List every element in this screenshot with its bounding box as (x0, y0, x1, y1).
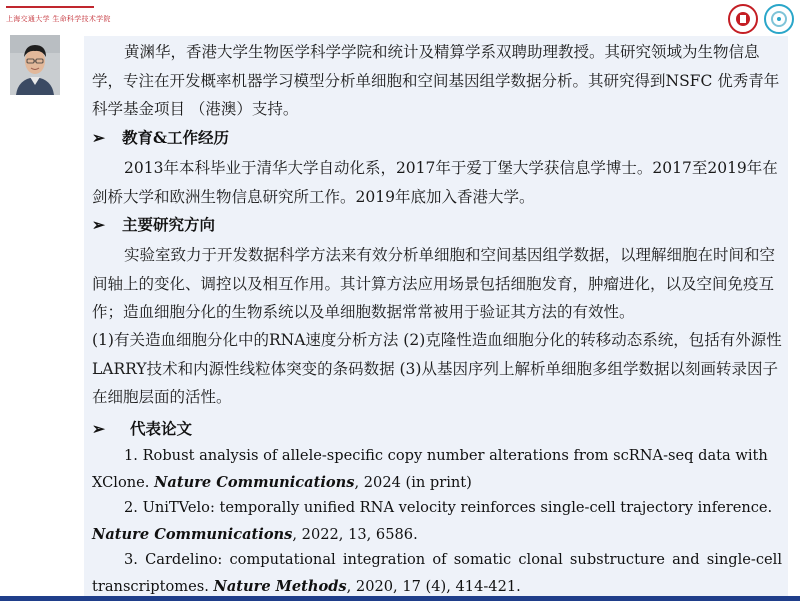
university-logo (6, 6, 111, 28)
bottom-bar (0, 596, 800, 601)
bullet-arrow-icon: ➢ (92, 215, 105, 234)
logo-text: 上海交通大学 生命科学技术学院 (6, 15, 111, 23)
profile-photo (10, 35, 60, 95)
education-paragraph: 2013年本科毕业于清华大学自动化系，2017年于爱丁堡大学获信息学博士。2017至2019年在剑桥大学和欧洲生物信息研究所工作。2019年底加入香港大学。 (92, 159, 778, 206)
content-panel (84, 36, 788, 596)
journal-name: Nature Communications (154, 473, 355, 491)
paper-item: 3. Cardelino: computational integration of somatic clonal substructure and single-cell transcriptomes. Nature Methods, 2020, 17 (4), 414-421. (92, 551, 782, 595)
university-emblem-icon (728, 4, 758, 34)
bullet-arrow-icon: ➢ (92, 419, 105, 438)
research-paragraph: 实验室致力于开发数据科学方法来有效分析单细胞和空间基因组学数据，以理解细胞在时间和空间轴上的变化、调控以及相互作用。其计算方法应用场景包括细胞发育，肿瘤进化，以及空间免疫互作；造血细胞分化的生物系统以及单细胞数据常常被用于验证其方法的有效性。 (92, 246, 776, 321)
research-heading: ➢ 主要研究方向 (92, 215, 216, 234)
paper-item: 1. Robust analysis of allele-specific copy number alterations from scRNA-seq data with XClone. Nature Communications, 2024 (in print) (92, 447, 768, 491)
paper-item: 2. UniTVelo: temporally unified RNA velocity reinforces single-cell trajectory inference. Nature Communications, 2022, 13, 6586. (92, 499, 773, 543)
journal-name: Nature Methods (213, 577, 347, 595)
education-heading: ➢ 教育&工作经历 (92, 128, 229, 147)
college-emblem-icon (764, 4, 794, 34)
intro-paragraph: 黄渊华，香港大学生物医学科学学院和统计及精算学系双聘助理教授。其研究领域为生物信息学，专注在开发概率机器学习模型分析单细胞和空间基因组学数据分析。其研究得到NSFC 优秀青年科学基金项目 （港澳）支持。 (92, 43, 780, 118)
journal-name: Nature Communications (92, 525, 293, 543)
top-banner (0, 0, 800, 38)
bullet-arrow-icon: ➢ (92, 128, 105, 147)
papers-heading: ➢ 代表论文 (92, 419, 193, 438)
research-directions: (1)有关造血细胞分化中的RNA速度分析方法 (2)克隆性造血细胞分化的转移动态系统，包括有外源性LARRY技术和内源性线粒体突变的条码数据 (3)从基因序列上解析单细胞多组学数据以刻画转录因子在细胞层面的活性。 (92, 331, 782, 406)
